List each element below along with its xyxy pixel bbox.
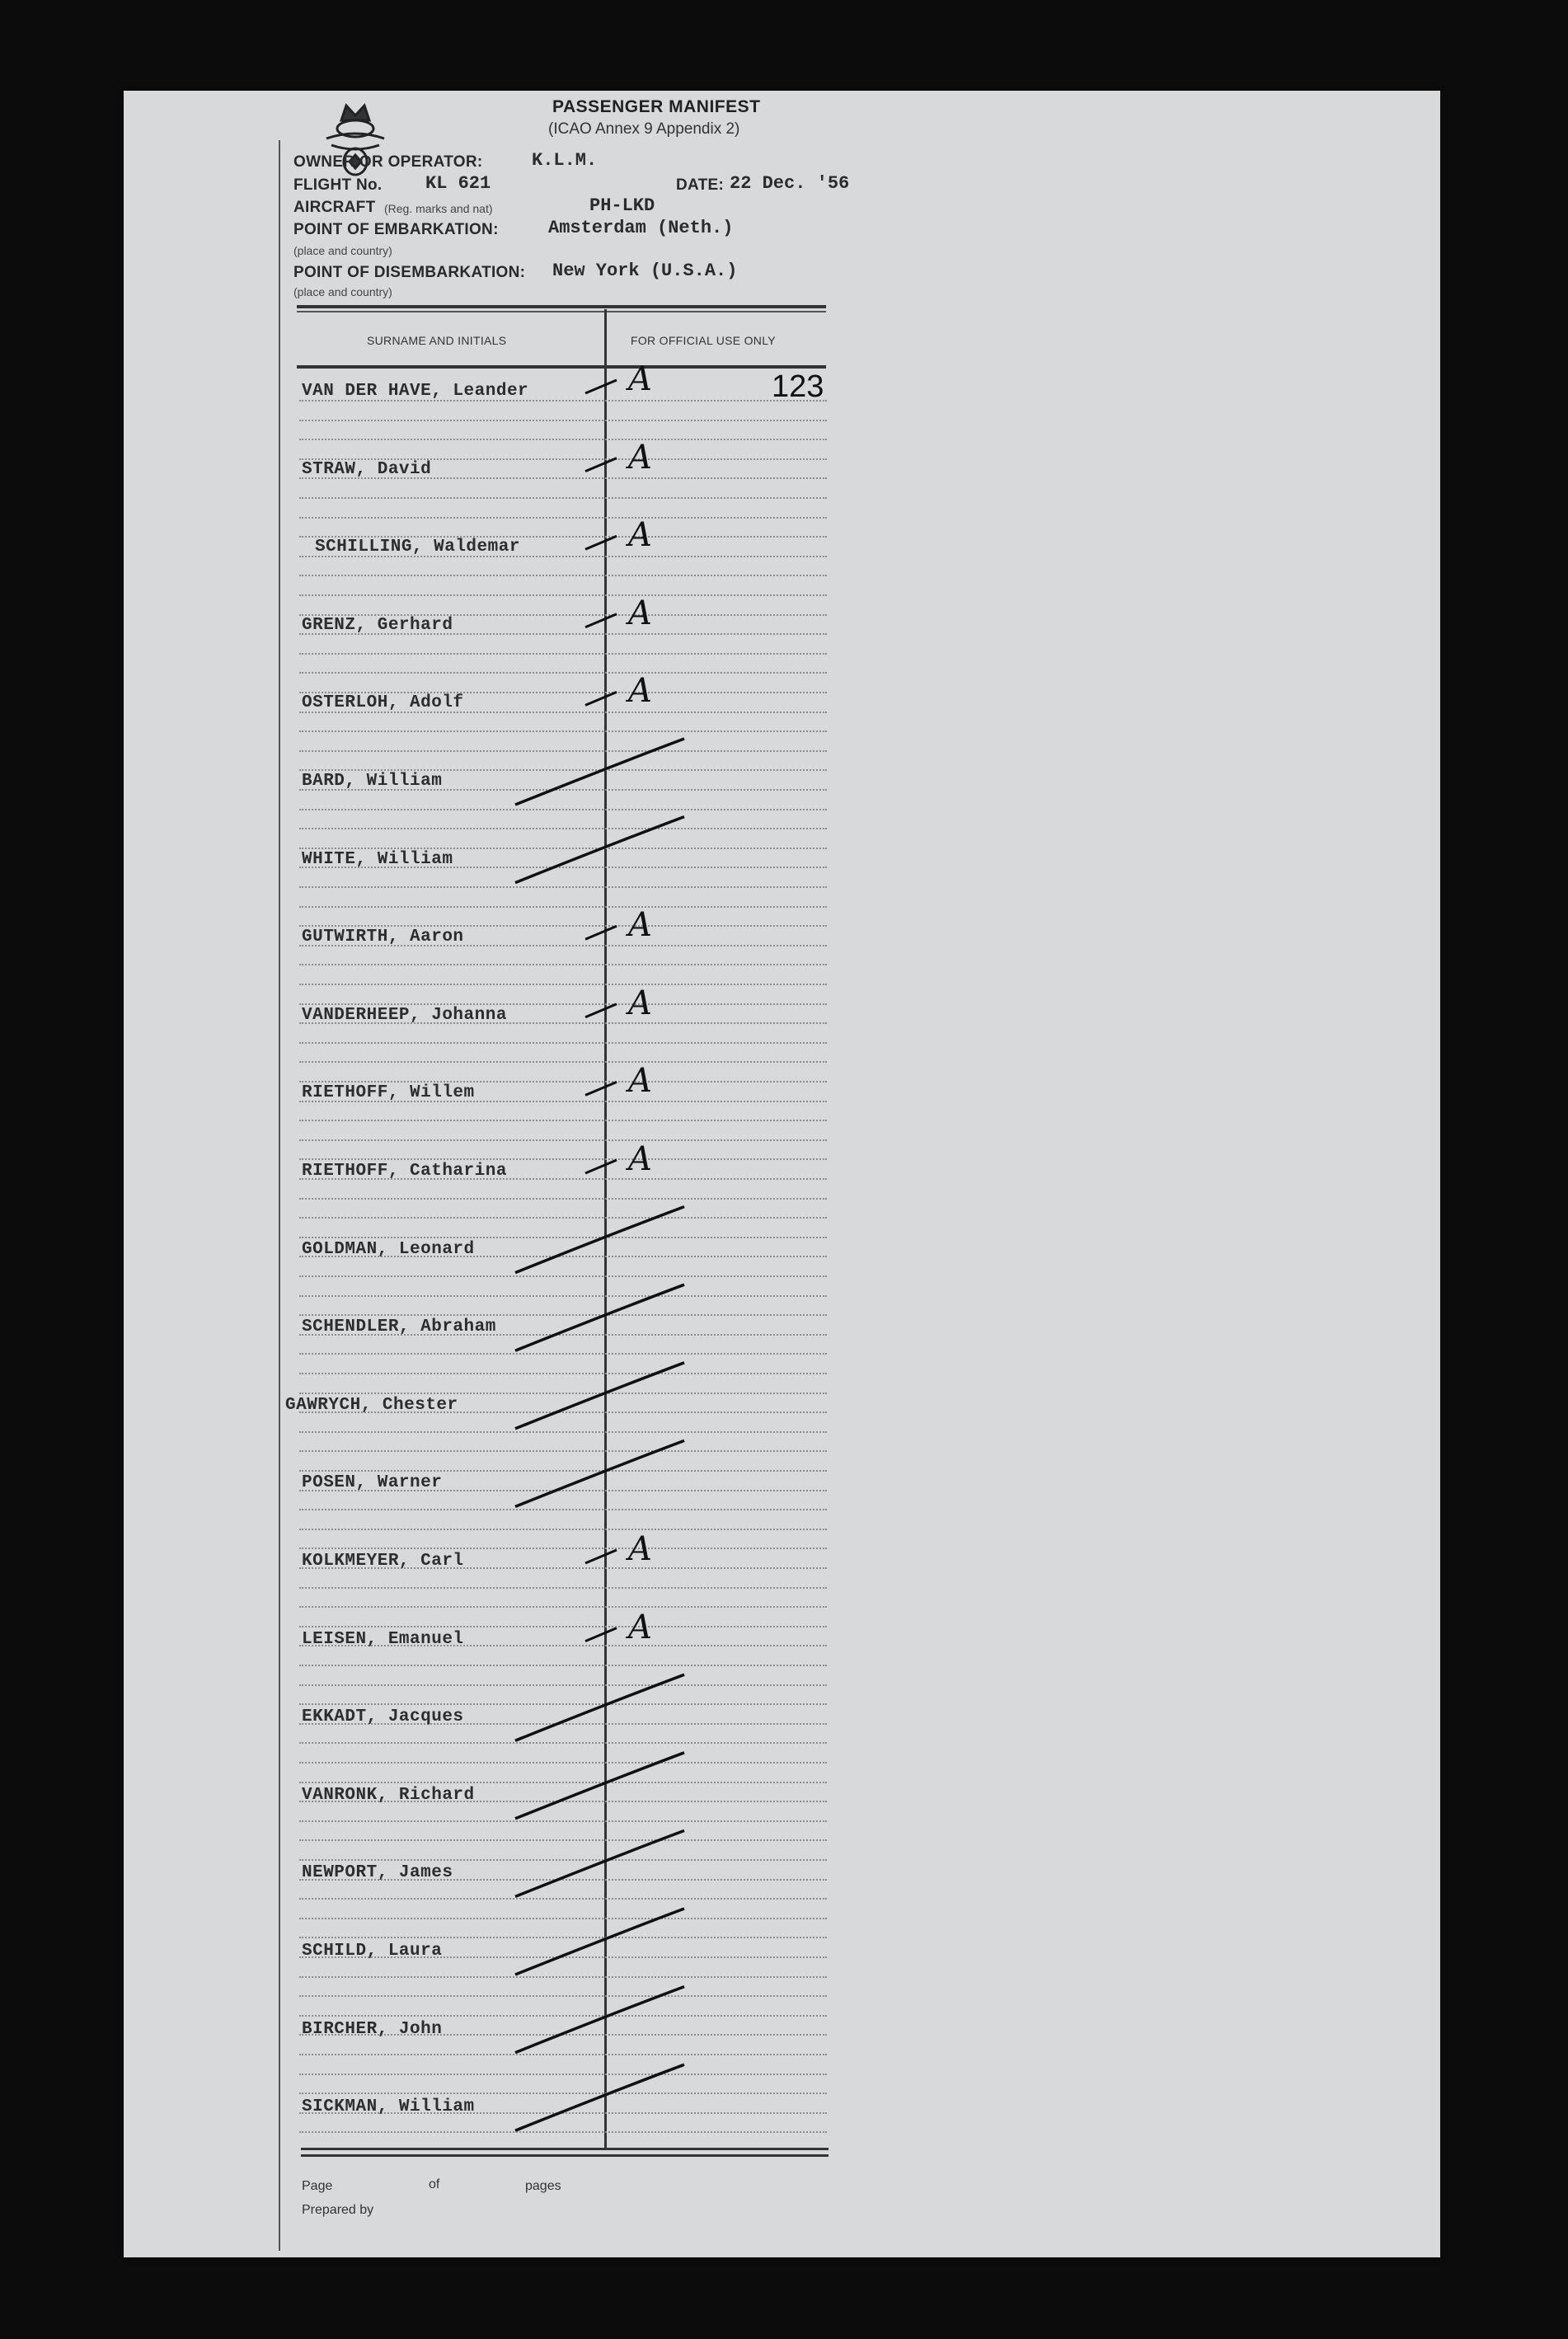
passenger-name: EKKADT, Jacques <box>302 1707 464 1727</box>
aircraft-value: PH-LKD <box>589 195 655 216</box>
date-label: DATE: <box>676 176 725 194</box>
cross-out-stroke <box>515 1285 684 1350</box>
official-use-mark: A <box>628 1608 652 1646</box>
footer-pages-label: pages <box>525 2179 561 2193</box>
flight-label: FLIGHT No. <box>293 176 383 194</box>
footer-of-label: of <box>429 2177 440 2191</box>
passenger-name: WHITE, William <box>302 849 453 869</box>
official-use-mark: A <box>628 1062 652 1101</box>
embarkation-label: POINT OF EMBARKATION: <box>293 221 499 238</box>
passenger-name: VAN DER HAVE, Leander <box>302 382 529 401</box>
cross-out-stroke <box>515 739 684 805</box>
official-use-mark: A <box>628 672 652 711</box>
disembarkation-value: New York (U.S.A.) <box>552 261 738 281</box>
check-dash <box>585 1004 617 1017</box>
passenger-name: SCHENDLER, Abraham <box>302 1317 496 1337</box>
flight-value: KL 621 <box>425 173 491 194</box>
check-dash <box>585 1550 617 1563</box>
cross-out-stroke <box>515 1674 684 1740</box>
passenger-name: OSTERLOH, Adolf <box>302 693 464 713</box>
passenger-name: NEWPORT, James <box>302 1863 453 1883</box>
check-dash <box>585 926 617 939</box>
check-dash <box>585 458 617 472</box>
footer-prepared-label: Prepared by <box>302 2203 374 2217</box>
passenger-name: RIETHOFF, Willem <box>302 1083 475 1103</box>
check-dash <box>585 692 617 705</box>
passenger-name: SICKMAN, William <box>302 2097 475 2117</box>
embarkation-value: Amsterdam (Neth.) <box>548 218 734 238</box>
passenger-name: GAWRYCH, Chester <box>285 1395 458 1415</box>
embarkation-note: (place and country) <box>293 244 392 257</box>
official-use-mark: A <box>628 438 652 477</box>
cross-out-stroke <box>515 1830 684 1896</box>
column-header-official: FOR OFFICIAL USE ONLY <box>631 334 776 347</box>
owner-value: K.L.M. <box>532 150 598 171</box>
check-dash <box>585 1082 617 1095</box>
passenger-name: SCHILLING, Waldemar <box>315 538 520 557</box>
official-use-mark: A <box>628 984 652 1022</box>
cross-out-stroke <box>515 1440 684 1506</box>
form-title: PASSENGER MANIFEST <box>552 97 761 116</box>
passenger-name: BIRCHER, John <box>302 2019 443 2039</box>
cross-out-stroke <box>515 1753 684 1819</box>
official-use-mark: A <box>628 1140 652 1178</box>
cross-out-stroke <box>515 1909 684 1975</box>
passenger-name: VANRONK, Richard <box>302 1785 475 1805</box>
cross-out-stroke <box>515 1207 684 1273</box>
disembarkation-note: (place and country) <box>293 285 392 298</box>
passenger-name: GRENZ, Gerhard <box>302 615 453 635</box>
cross-out-stroke <box>515 1987 684 2053</box>
official-use-mark: A <box>628 594 652 632</box>
cross-out-stroke <box>515 2064 684 2130</box>
passenger-name: LEISEN, Emanuel <box>302 1629 464 1649</box>
column-header-surname: SURNAME AND INITIALS <box>367 334 507 347</box>
passenger-name: SCHILD, Laura <box>302 1942 443 1961</box>
handwritten-strokes <box>124 91 1440 2257</box>
check-dash <box>585 1628 617 1642</box>
manifest-sheet <box>124 91 1440 2257</box>
aircraft-note: (Reg. marks and nat) <box>384 202 493 215</box>
passenger-name: GUTWIRTH, Aaron <box>302 928 464 947</box>
handwritten-page-number: 123 <box>772 369 824 404</box>
check-dash <box>585 614 617 627</box>
passenger-name: BARD, William <box>302 772 443 791</box>
official-use-mark: A <box>628 1530 652 1568</box>
check-dash <box>585 380 617 393</box>
official-use-mark: A <box>628 516 652 555</box>
cross-out-stroke <box>515 1363 684 1429</box>
official-use-mark: A <box>628 360 652 398</box>
passenger-name: POSEN, Warner <box>302 1473 443 1493</box>
disembarkation-label: POINT OF DISEMBARKATION: <box>293 264 526 281</box>
footer-page-label: Page <box>302 2179 333 2193</box>
passenger-name: VANDERHEEP, Johanna <box>302 1005 507 1025</box>
passenger-name: GOLDMAN, Leonard <box>302 1239 475 1259</box>
aircraft-label: AIRCRAFT <box>293 199 376 216</box>
passenger-name: KOLKMEYER, Carl <box>302 1552 464 1571</box>
owner-label: OWNER OR OPERATOR: <box>293 153 483 171</box>
official-use-mark: A <box>628 906 652 945</box>
check-dash <box>585 536 617 549</box>
check-dash <box>585 1160 617 1173</box>
date-value: 22 Dec. '56 <box>730 173 850 194</box>
form-subtitle: (ICAO Annex 9 Appendix 2) <box>548 120 740 138</box>
cross-out-stroke <box>515 817 684 883</box>
passenger-name: RIETHOFF, Catharina <box>302 1162 507 1181</box>
passenger-name: STRAW, David <box>302 459 432 479</box>
